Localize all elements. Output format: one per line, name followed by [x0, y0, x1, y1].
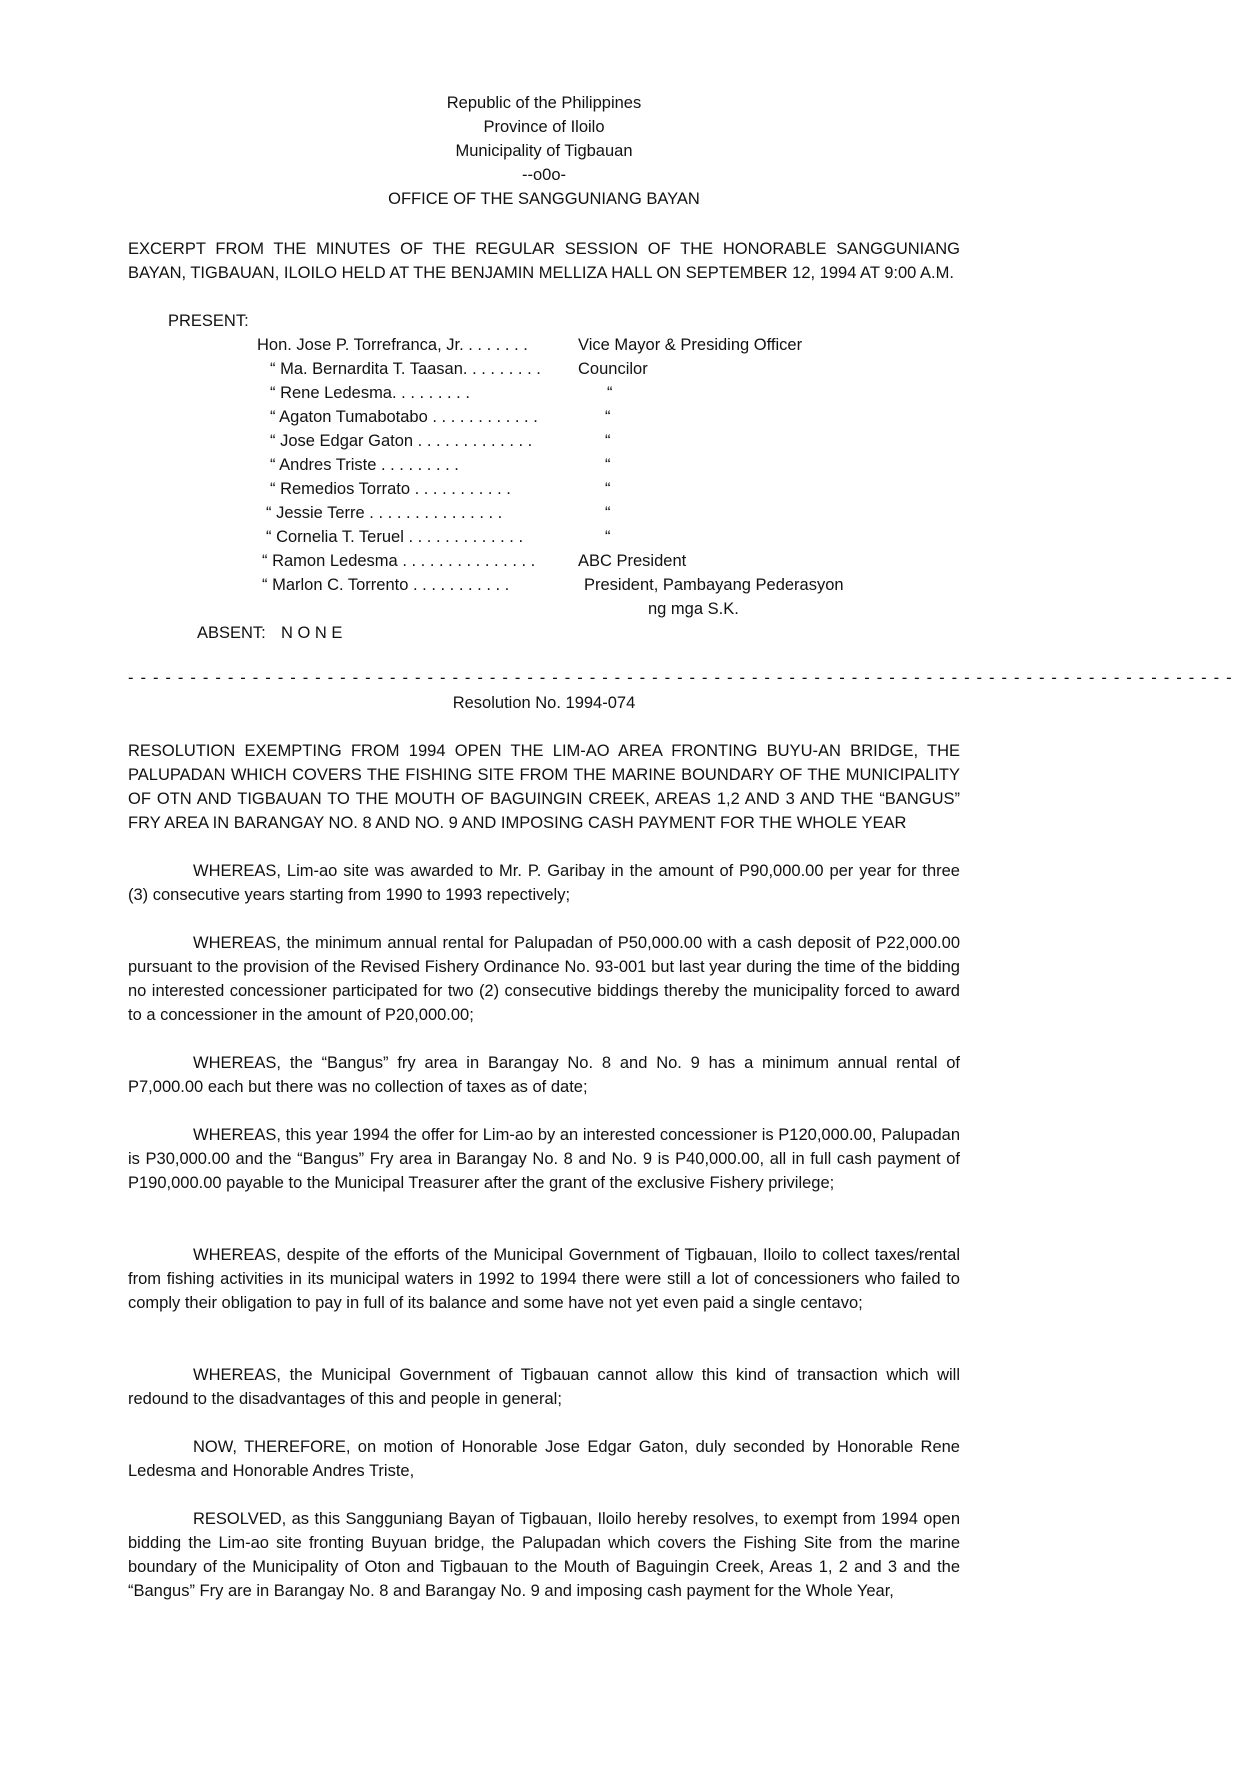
absent-value: N O N E [281, 624, 343, 642]
member-position: Vice Mayor & Presiding Officer [578, 336, 803, 354]
member-name: “ Marlon C. Torrento . . . . . . . . . . . [262, 576, 510, 594]
letterhead-ornament: --o0o- [521, 166, 566, 184]
member-name: “ Ma. Bernardita T. Taasan. . . . . . . . . [270, 360, 541, 378]
letterhead-office: OFFICE OF THE SANGGUNIANG BAYAN [388, 190, 700, 208]
member-position: ABC President [578, 552, 687, 570]
member-name: “ Jose Edgar Gaton . . . . . . . . . . . . . [270, 432, 533, 450]
whereas-paragraph: WHEREAS, the minimum annual rental for Palupadan of P50,000.00 with a cash deposit of P22,000.00 pursuant to the provision of the Revised Fishery Ordinance No. 93-001 but last year during the time of the bidding no interested concessioner participated for two (2) consecutive biddings thereby the municipality forced to award to a concessioner in the amount of P20,000.00; [128, 934, 960, 1024]
resolution-title: RESOLUTION EXEMPTING FROM 1994 OPEN THE LIM-AO AREA FRONTING BUYU-AN BRIDGE, THE PALUPADAN WHICH COVERS THE FISHING SITE FROM THE MARINE BOUNDARY OF THE MUNICIPALITY OF OTN AND TIGBAUAN TO THE MOUTH OF BAGUINGIN CREEK, AREAS 1,2 AND 3 AND THE “BANGUS” FRY AREA IN BARANGAY NO. 8 AND NO. 9 AND IMPOSING CASH PAYMENT FOR THE WHOLE YEAR [128, 742, 960, 832]
whereas-paragraph: WHEREAS, despite of the efforts of the Municipal Government of Tigbauan, Iloilo to collect taxes/rental from fishing activities in its municipal waters in 1992 to 1994 there were still a lot of concessioners who failed to comply their obligation to pay in full of its balance and some have not yet even paid a single centavo; [128, 1246, 960, 1312]
member-name: “ Agaton Tumabotabo . . . . . . . . . . . . [270, 408, 538, 426]
member-position: “ [605, 456, 611, 474]
resolution-number: Resolution No. 1994-074 [452, 694, 636, 712]
member-name: “ Rene Ledesma. . . . . . . . . [270, 384, 470, 402]
member-name: “ Andres Triste . . . . . . . . . [270, 456, 459, 474]
resolved-paragraph: RESOLVED, as this Sangguniang Bayan of Tigbauan, Iloilo hereby resolves, to exempt from 1994 open bidding the Lim-ao site fronting Buyuan bridge, the Palupadan which covers the Fishing Site from the marine boundary of the Municipality of Oton and Tigbauan to the Mouth of Baguingin Creek, Areas 1, 2 and 3 and the “Bangus” Fry are in Barangay No. 8 and Barangay No. 9 and imposing cash payment for the Whole Year, [128, 1510, 960, 1600]
member-position: “ [607, 384, 613, 402]
dashed-separator: - - - - - - - - - - - - - - - - - - - - - - - - - - - - - - - - - - - - - - - - - - - - - - - - - - - - - - - - - - - - - - - - - - - - - - - - - - - - - - - - - - - - - - - - - [128, 669, 1233, 687]
whereas-paragraph: WHEREAS, the Municipal Government of Tigbauan cannot allow this kind of transaction which will redound to the disadvantages of this and people in general; [128, 1366, 960, 1408]
member-name: “ Jessie Terre . . . . . . . . . . . . . . . [266, 504, 503, 522]
member-position: Councilor [578, 360, 648, 378]
letterhead-province: Province of Iloilo [483, 118, 605, 136]
member-position: “ [605, 408, 611, 426]
letterhead-municipality: Municipality of Tigbauan [455, 142, 633, 160]
member-name: “ Cornelia T. Teruel . . . . . . . . . . . . . [266, 528, 524, 546]
member-position: “ [605, 480, 611, 498]
member-position: “ [605, 432, 611, 450]
member-position: “ [605, 504, 611, 522]
now-therefore-paragraph: NOW, THEREFORE, on motion of Honorable Jose Edgar Gaton, duly seconded by Honorable Rene Ledesma and Honorable Andres Triste, [128, 1438, 960, 1480]
absent-label: ABSENT: [197, 624, 266, 642]
member-position-continuation: ng mga S.K. [648, 600, 739, 618]
member-name: “ Remedios Torrato . . . . . . . . . . . [270, 480, 511, 498]
whereas-paragraph: WHEREAS, Lim-ao site was awarded to Mr. P. Garibay in the amount of P90,000.00 per year for three (3) consecutive years starting from 1990 to 1993 repectively; [128, 862, 960, 904]
member-position: “ [605, 528, 611, 546]
member-name: Hon. Jose P. Torrefranca, Jr. . . . . . . . [257, 336, 528, 354]
letterhead [0, 91, 1088, 211]
whereas-paragraph: WHEREAS, the “Bangus” fry area in Barangay No. 8 and No. 9 has a minimum annual rental of P7,000.00 each but there was no collection of taxes as of date; [128, 1054, 960, 1096]
whereas-paragraph: WHEREAS, this year 1994 the offer for Lim-ao by an interested concessioner is P120,000.00, Palupadan is P30,000.00 and the “Bangus” Fry area in Barangay No. 8 and No. 9 is P40,000.00, all in full cash payment of P190,000.00 payable to the Municipal Treasurer after the grant of the exclusive Fishery privilege; [128, 1126, 960, 1192]
member-name: “ Ramon Ledesma . . . . . . . . . . . . . . . [262, 552, 536, 570]
member-position: President, Pambayang Pederasyon [584, 576, 844, 594]
present-label: PRESENT: [168, 312, 249, 330]
letterhead-country: Republic of the Philippines [446, 94, 642, 112]
minutes-excerpt-heading: EXCERPT FROM THE MINUTES OF THE REGULAR SESSION OF THE HONORABLE SANGGUNIANG BAYAN, TIGBAUAN, ILOILO HELD AT THE BENJAMIN MELLIZA HALL ON SEPTEMBER 12, 1994 AT 9:00 A.M. [128, 240, 960, 282]
